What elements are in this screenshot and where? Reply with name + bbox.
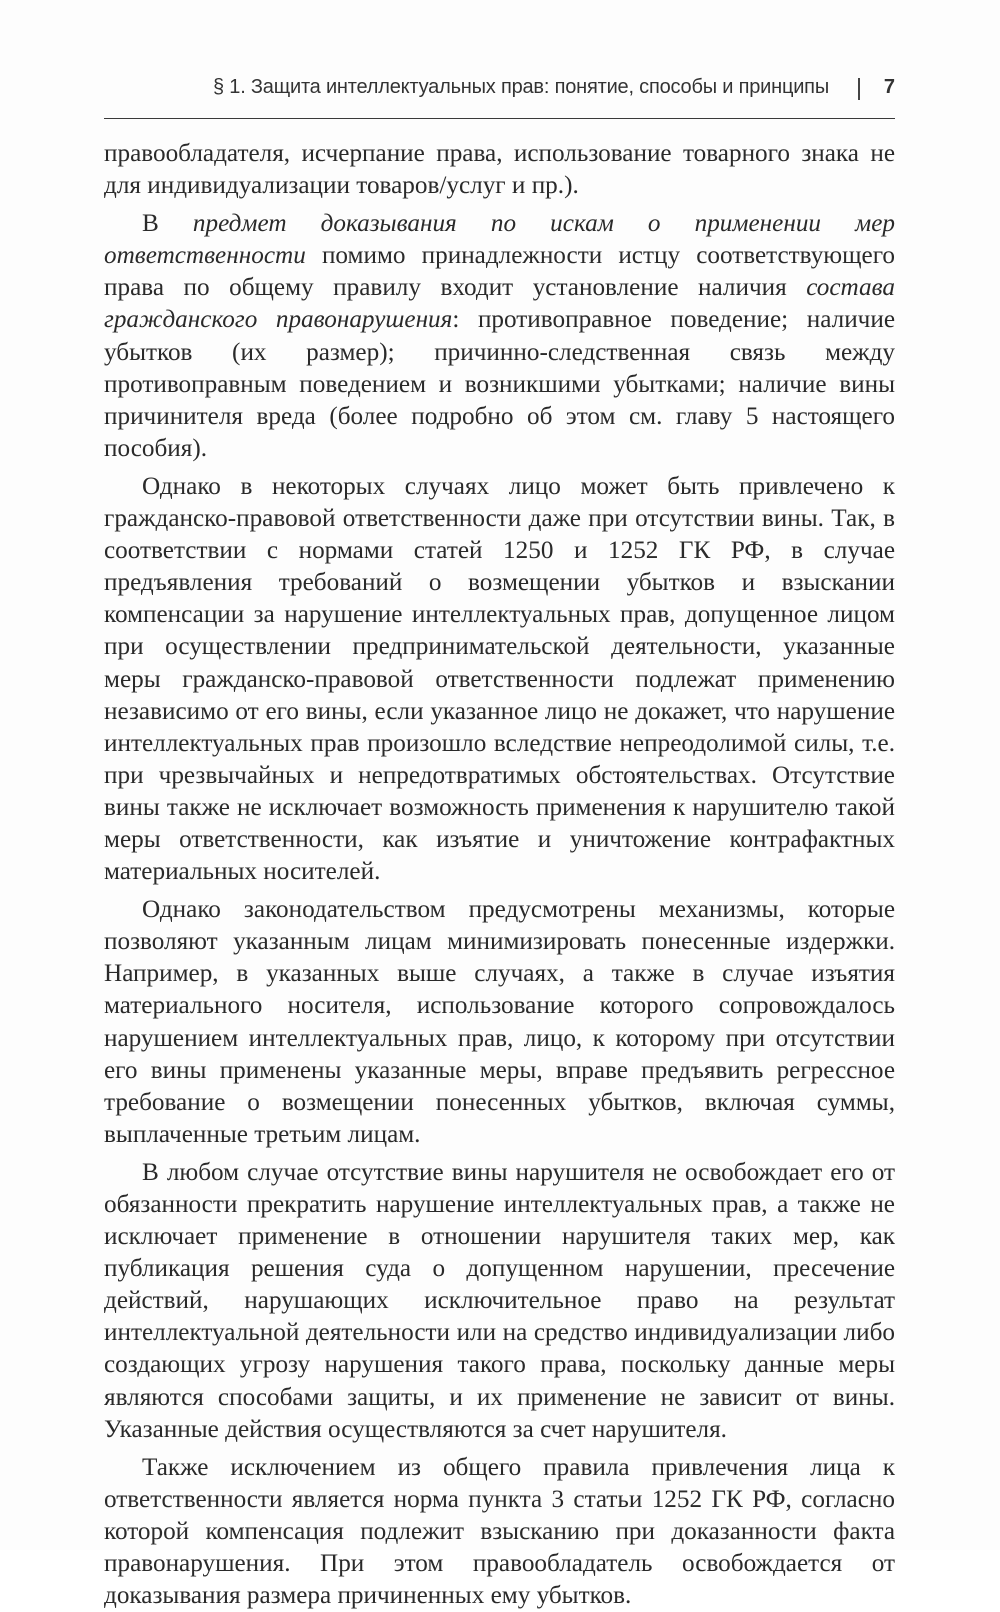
paragraph-1: правообладателя, исчерпание права, использование товарного знака не для индивидуализации товаров/услуг и пр.). [104,140,895,200]
paragraph-2-term-civil-offense: состава гражданского правонарушения [104,274,895,334]
page-number: 7 [883,76,895,98]
paragraph-2-text-a: В [142,210,193,238]
paragraph-4: Однако законодательством предусмотрены механизмы, которые позволяют указанным лицам минимизировать понесенные издержки. Например, в указанных выше случаях, а также в случае изъятия материального носителя, использование которого сопровождалось нарушением интеллектуальных прав, лицо, к которому при отсутствии его вины применены указанные меры, вправе предъявить регрессное требование о возмещении понесенных убытков, включая суммы, выплаченные третьим лицам. [104,896,895,1148]
header-rule [104,118,895,119]
body-text [104,138,895,1612]
paragraph-5: В любом случае отсутствие вины нарушителя не освобождает его от обязанности прекратить нарушение интеллектуальных прав, а также не исключает применение в отношении нарушителя таких мер, как публикация решения суда о допущенном нарушении, пресечение действий, нарушающих исключительное право на результат интеллектуальной деятельности или на средство индивидуализации либо создающих угрозу нарушения такого права, поскольку данные меры являются способами защиты, и их применение не зависит от вины. Указанные действия осуществляются за счет нарушителя. [104,1158,895,1443]
paragraph-2 [104,208,895,465]
running-header [104,76,895,116]
paragraph-2-text-b: помимо принадлежности истцу соответствующего права по общему правилу входит установление наличия [104,242,895,302]
paragraph-6: Также исключением из общего правила привлечения лица к ответственности является норма пункта 3 статьи 1252 ГК РФ, согласно которой компенсация подлежит взысканию при доказанности факта правонарушения. При этом правообладатель освобождается от доказывания размера причиненных ему убытков. [104,1453,895,1610]
paragraph-2-term-subject-of-proof: предмет доказывания по искам о применении мер ответственности [104,210,895,270]
paragraph-3: Однако в некоторых случаях лицо может быть привлечено к гражданско-правовой ответственности даже при отсутствии вины. Так, в соответствии с нормами статей 1250 и 1252 ГК РФ, в случае предъявления требований о возмещении убытков и взыскании компенсации за нарушение интеллектуальных прав, допущенное лицом при осуществлении предпринимательской деятельности, указанные меры гражданско-правовой ответственности подлежат применению независимо от его вины, если указанное лицо не докажет, что нарушение интеллектуальных прав произошло вследствие непреодолимой силы, т.е. при чрезвычайных и непредотвратимых обстоятельствах. Отсутствие вины также не исключает возможность применения к нарушителю такой меры ответственности, как изъятие и уничтожение контрафактных материальных носителей. [104,472,895,886]
chapter-section-title: § 1. Защита интеллектуальных прав: понятие, способы и принципы [213,76,829,98]
paragraph-2-text-c: : противоправное поведение; наличие убытков (их размер); причинно-следственная связь между противоправным поведением и возникшими убытками; наличие вины причинителя вреда (более подробно об этом см. главу 5 настоящего пособия). [104,306,895,462]
header-separator [858,78,860,100]
